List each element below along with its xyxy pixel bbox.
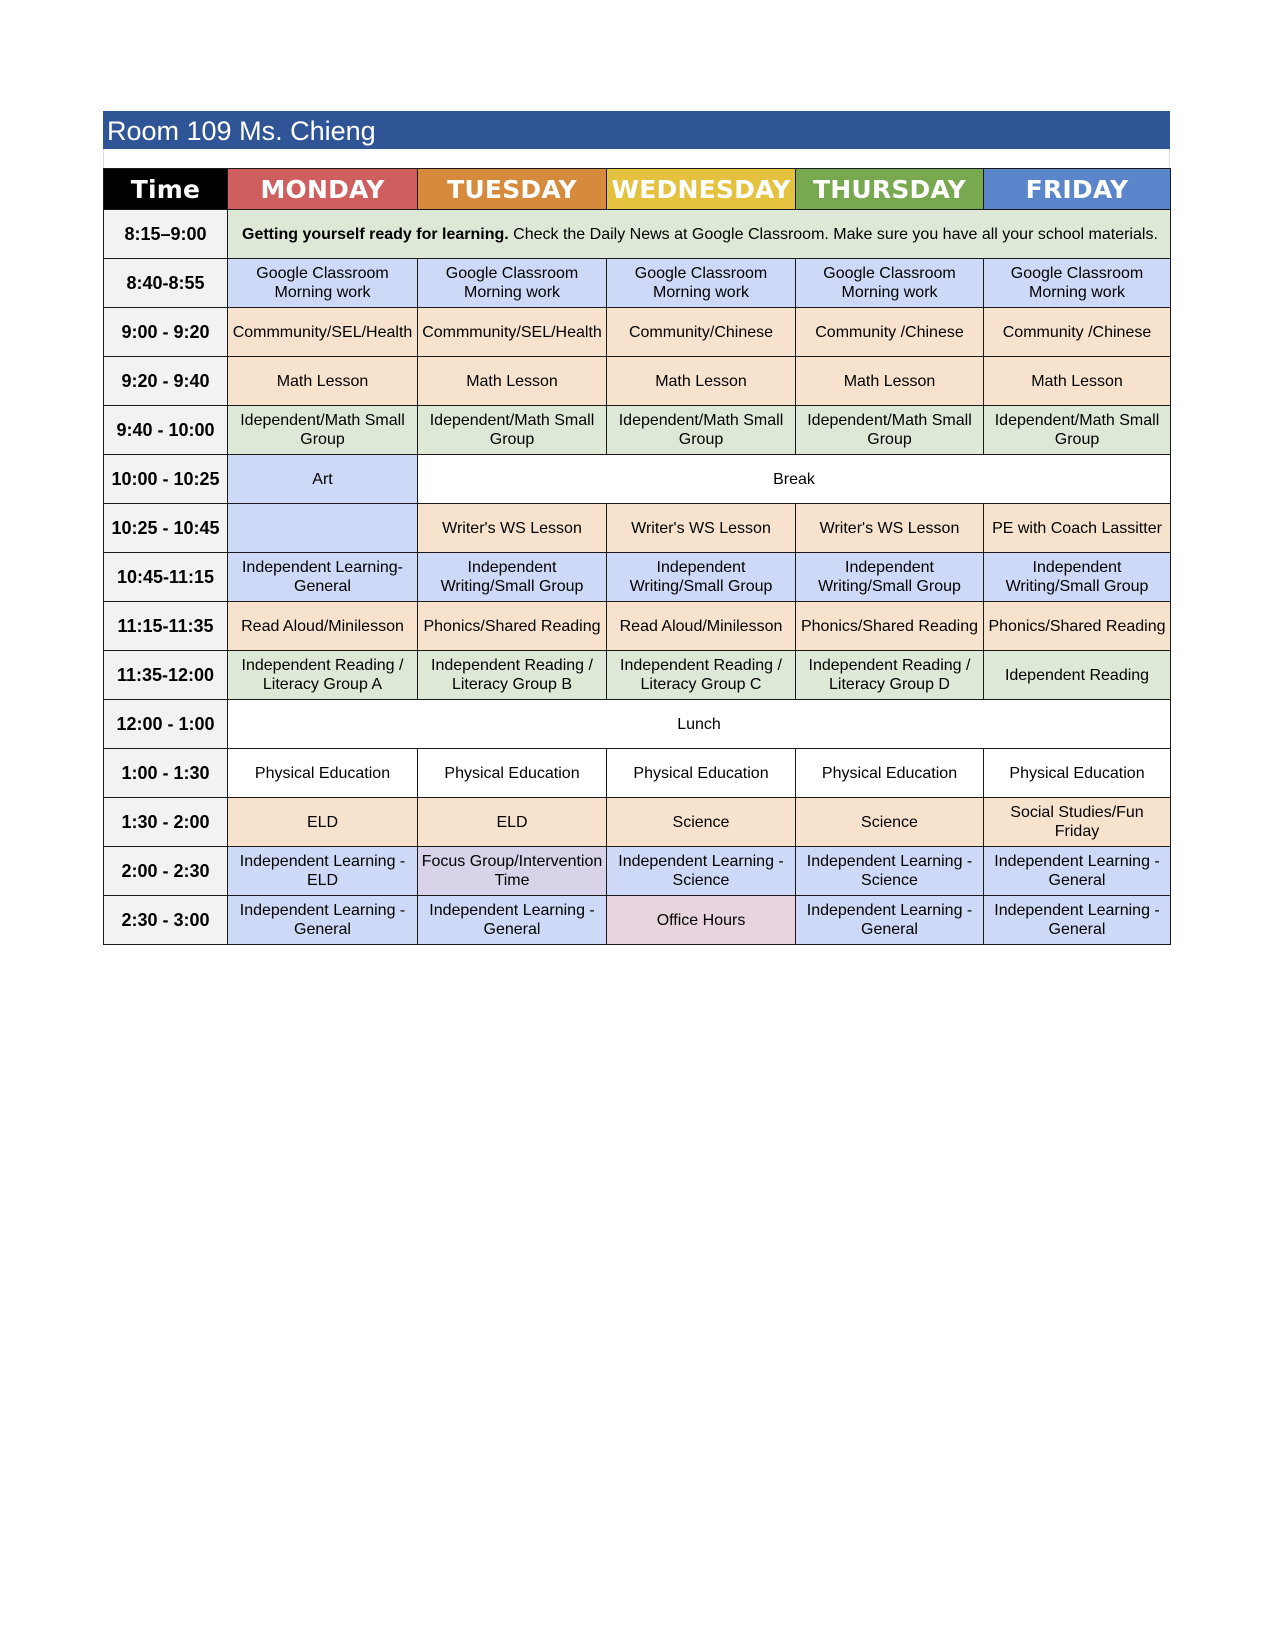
schedule-cell-thursday: Science (796, 798, 984, 847)
time-cell: 10:00 - 10:25 (104, 455, 228, 504)
schedule-cell-thursday: Independent Learning - Science (796, 847, 984, 896)
schedule-cell-wednesday: Writer's WS Lesson (607, 504, 796, 553)
schedule-cell-tuesday: Math Lesson (418, 357, 607, 406)
schedule-cell-friday: Independent Learning - General (984, 896, 1171, 945)
schedule-cell-wednesday: Independent Learning - Science (607, 847, 796, 896)
schedule-cell-monday: Commmunity/SEL/Health (228, 308, 418, 357)
table-row (104, 455, 1171, 504)
schedule-cell-wednesday: Idependent/Math Small Group (607, 406, 796, 455)
time-cell: 11:35-12:00 (104, 651, 228, 700)
time-cell: 1:00 - 1:30 (104, 749, 228, 798)
schedule-cell-tuesday: Independent Learning - General (418, 896, 607, 945)
schedule-cell-friday: Google Classroom Morning work (984, 259, 1171, 308)
schedule-cell-tuesday: Independent Writing/Small Group (418, 553, 607, 602)
morning-note-text: Check the Daily News at Google Classroom. Make sure you have all your school materials. (508, 225, 1158, 243)
schedule-cell-friday: Math Lesson (984, 357, 1171, 406)
schedule-cell-thursday: Community /Chinese (796, 308, 984, 357)
time-cell: 9:40 - 10:00 (104, 406, 228, 455)
time-cell: 11:15-11:35 (104, 602, 228, 651)
schedule-cell-monday: Read Aloud/Minilesson (228, 602, 418, 651)
table-row (104, 749, 1171, 798)
schedule-cell-monday (228, 504, 418, 553)
schedule-cell-tuesday: Commmunity/SEL/Health (418, 308, 607, 357)
header-wednesday: WEDNESDAY (607, 169, 796, 210)
time-cell: 8:40-8:55 (104, 259, 228, 308)
table-row (104, 798, 1171, 847)
schedule-cell-thursday: Idependent/Math Small Group (796, 406, 984, 455)
morning-note (228, 210, 1171, 259)
schedule-cell-tuesday: Focus Group/Intervention Time (418, 847, 607, 896)
time-cell: 8:15–9:00 (104, 210, 228, 259)
header-monday: MONDAY (228, 169, 418, 210)
schedule-cell-thursday: Math Lesson (796, 357, 984, 406)
schedule-cell-friday: Social Studies/Fun Friday (984, 798, 1171, 847)
schedule-cell-wednesday: Science (607, 798, 796, 847)
schedule-cell-thursday: Physical Education (796, 749, 984, 798)
schedule-cell-wednesday: Physical Education (607, 749, 796, 798)
schedule-cell-thursday: Independent Reading / Literacy Group D (796, 651, 984, 700)
schedule-cell-monday: Art (228, 455, 418, 504)
header-tuesday: TUESDAY (418, 169, 607, 210)
time-cell: 12:00 - 1:00 (104, 700, 228, 749)
schedule-cell-friday: Idependent Reading (984, 651, 1171, 700)
schedule-cell-tuesday: Idependent/Math Small Group (418, 406, 607, 455)
lunch-cell: Lunch (228, 700, 1171, 749)
schedule-cell-thursday: Writer's WS Lesson (796, 504, 984, 553)
time-cell: 2:30 - 3:00 (104, 896, 228, 945)
time-cell: 9:20 - 9:40 (104, 357, 228, 406)
table-row (104, 259, 1171, 308)
schedule-cell-thursday: Phonics/Shared Reading (796, 602, 984, 651)
table-row (104, 896, 1171, 945)
schedule-cell-friday: Physical Education (984, 749, 1171, 798)
table-row (104, 308, 1171, 357)
time-cell: 10:25 - 10:45 (104, 504, 228, 553)
schedule-cell-tuesday: Independent Reading / Literacy Group B (418, 651, 607, 700)
schedule-cell-friday: Phonics/Shared Reading (984, 602, 1171, 651)
time-cell: 9:00 - 9:20 (104, 308, 228, 357)
table-row (104, 847, 1171, 896)
header-friday: FRIDAY (984, 169, 1171, 210)
table-row (104, 406, 1171, 455)
table-row (104, 553, 1171, 602)
header-time: Time (104, 169, 228, 210)
schedule-table (103, 168, 1171, 945)
schedule-cell-monday: Independent Learning - General (228, 896, 418, 945)
schedule-cell-thursday: Google Classroom Morning work (796, 259, 984, 308)
schedule-cell-wednesday: Read Aloud/Minilesson (607, 602, 796, 651)
table-row (104, 651, 1171, 700)
table-row (104, 357, 1171, 406)
time-cell: 2:00 - 2:30 (104, 847, 228, 896)
schedule-cell-monday: Physical Education (228, 749, 418, 798)
schedule-cell-wednesday: Google Classroom Morning work (607, 259, 796, 308)
schedule-cell-thursday: Independent Learning - General (796, 896, 984, 945)
schedule-cell-monday: Independent Learning- General (228, 553, 418, 602)
schedule-cell-tuesday: Phonics/Shared Reading (418, 602, 607, 651)
schedule-cell-monday: Idependent/Math Small Group (228, 406, 418, 455)
schedule-cell-monday: Independent Learning - ELD (228, 847, 418, 896)
schedule-cell-friday: Independent Learning - General (984, 847, 1171, 896)
schedule-cell-wednesday: Math Lesson (607, 357, 796, 406)
schedule-cell-wednesday: Community/Chinese (607, 308, 796, 357)
schedule-cell-wednesday: Independent Writing/Small Group (607, 553, 796, 602)
title-spacer (103, 149, 1170, 168)
schedule-cell-thursday: Independent Writing/Small Group (796, 553, 984, 602)
schedule-cell-tuesday: ELD (418, 798, 607, 847)
schedule-cell-wednesday: Independent Reading / Literacy Group C (607, 651, 796, 700)
table-row (104, 602, 1171, 651)
schedule-cell-monday: Google Classroom Morning work (228, 259, 418, 308)
schedule-cell-friday: Independent Writing/Small Group (984, 553, 1171, 602)
table-row (104, 700, 1171, 749)
schedule-cell-tuesday: Writer's WS Lesson (418, 504, 607, 553)
schedule-cell-tuesday: Physical Education (418, 749, 607, 798)
schedule-cell-monday: Independent Reading / Literacy Group A (228, 651, 418, 700)
header-row (104, 169, 1171, 210)
schedule-title: Room 109 Ms. Chieng (103, 111, 1170, 149)
schedule-cell-tuesday: Google Classroom Morning work (418, 259, 607, 308)
table-row (104, 210, 1171, 259)
morning-note-bold: Getting yourself ready for learning. (242, 225, 509, 243)
header-thursday: THURSDAY (796, 169, 984, 210)
time-cell: 1:30 - 2:00 (104, 798, 228, 847)
schedule-cell-monday: Math Lesson (228, 357, 418, 406)
break-cell: Break (418, 455, 1171, 504)
schedule-cell-wednesday: Office Hours (607, 896, 796, 945)
time-cell: 10:45-11:15 (104, 553, 228, 602)
schedule-cell-monday: ELD (228, 798, 418, 847)
schedule-cell-friday: Idependent/Math Small Group (984, 406, 1171, 455)
schedule-cell-friday: Community /Chinese (984, 308, 1171, 357)
schedule-cell-friday: PE with Coach Lassitter (984, 504, 1171, 553)
table-row (104, 504, 1171, 553)
schedule-sheet (103, 111, 1170, 945)
